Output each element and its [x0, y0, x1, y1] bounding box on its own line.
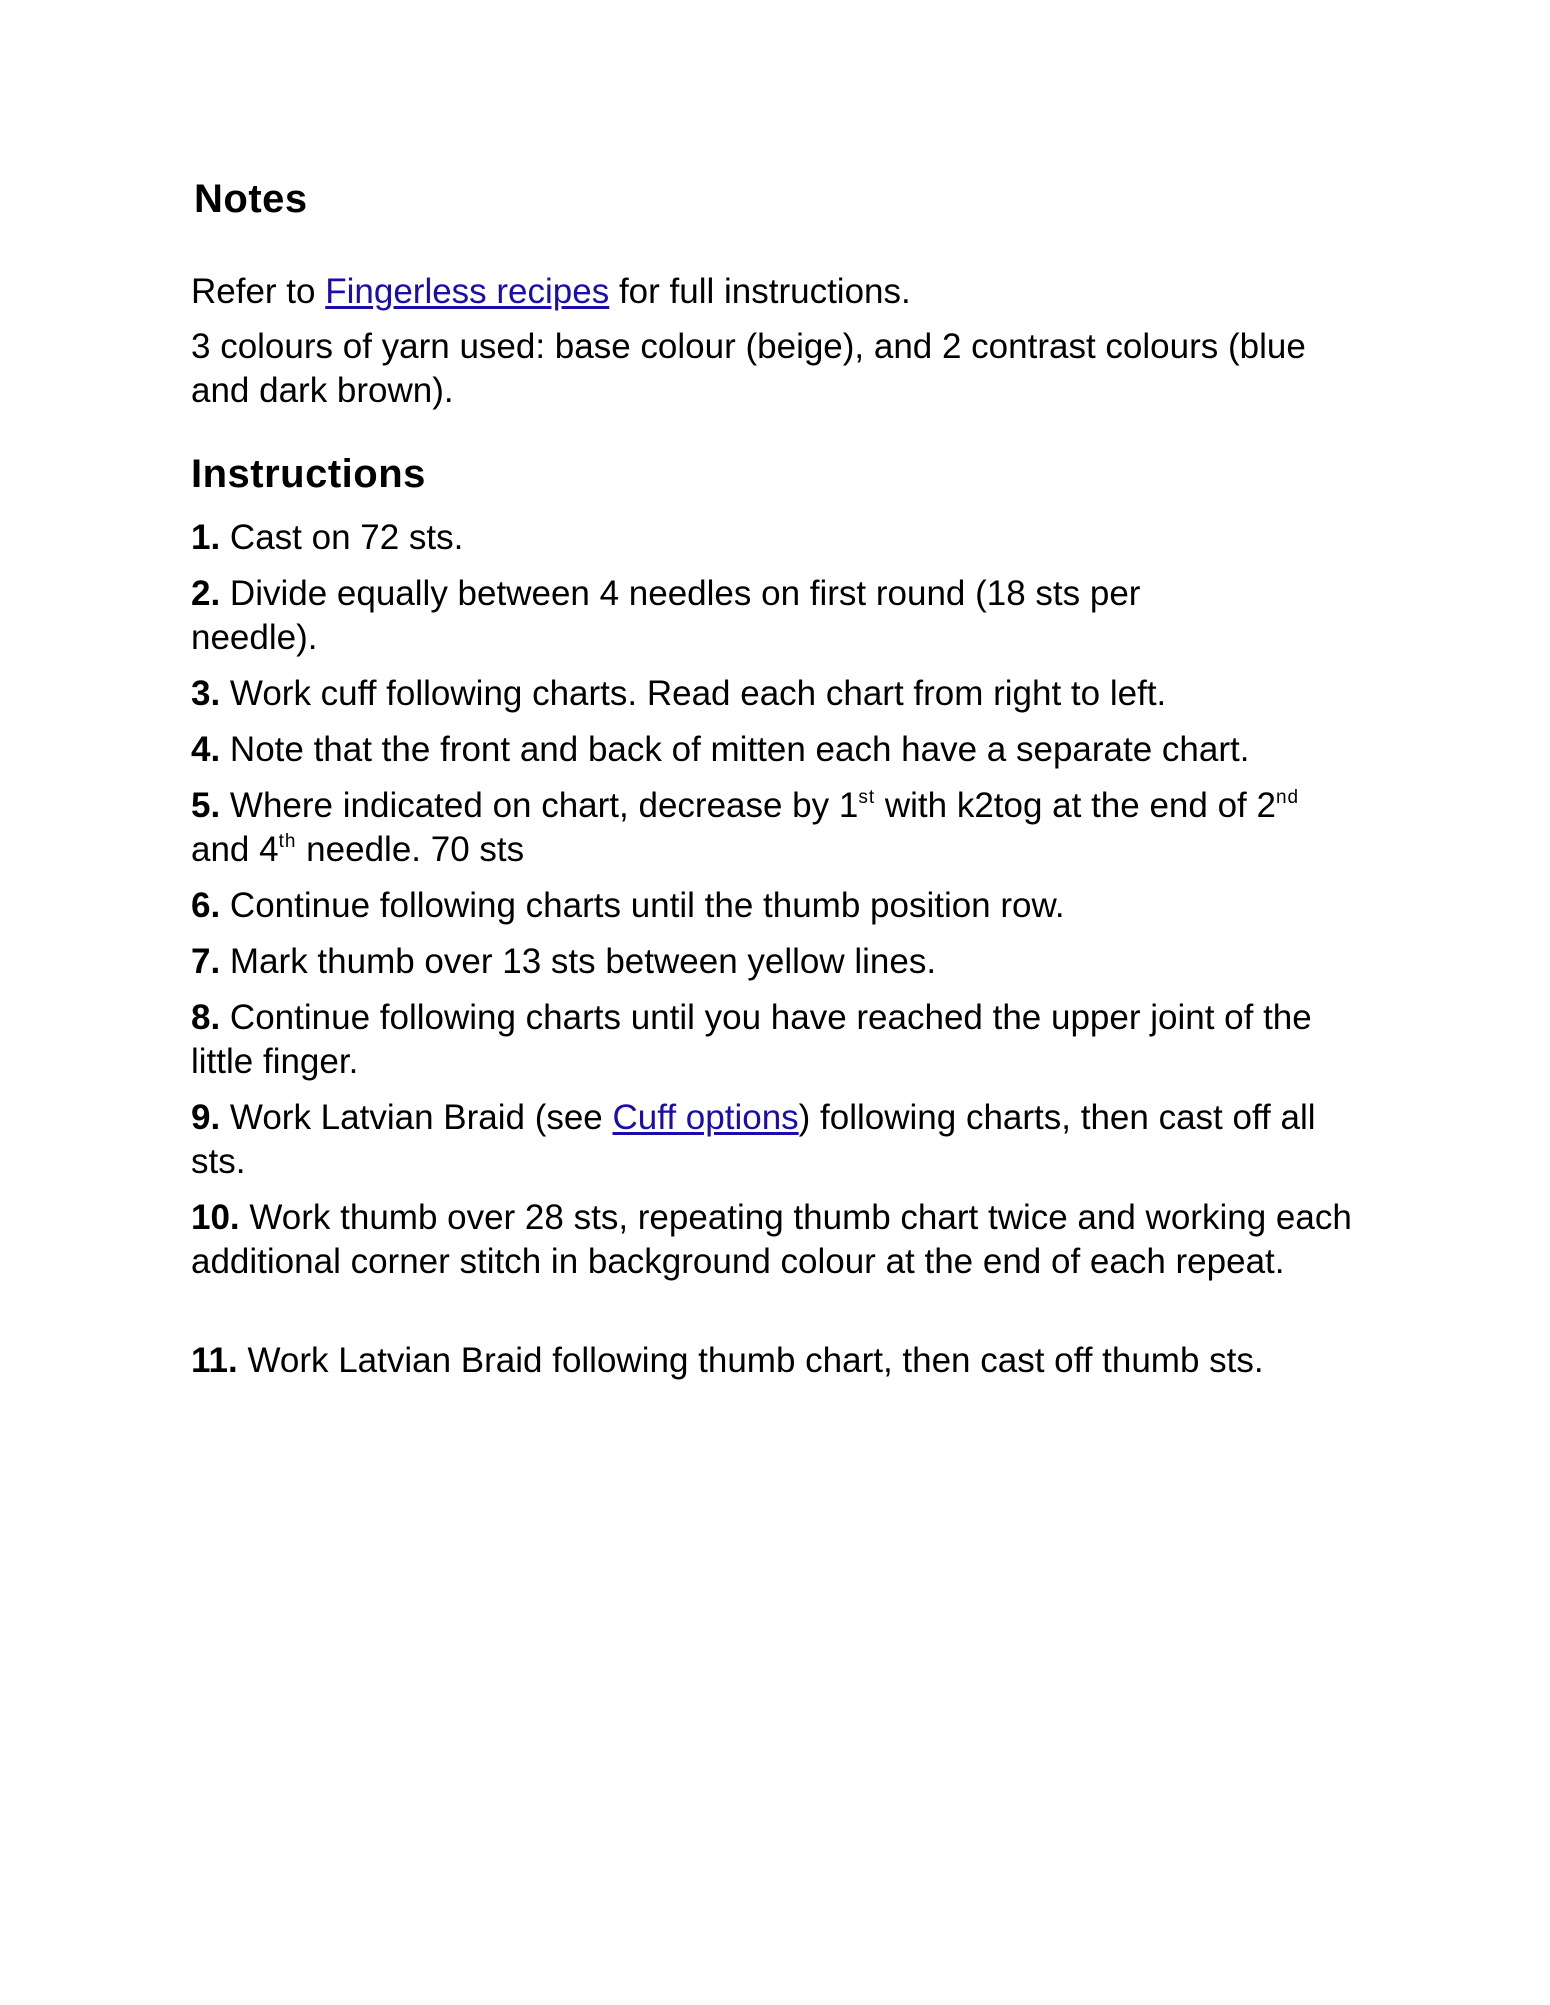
refer-prefix: Refer to	[191, 272, 326, 311]
step-text: and 4	[191, 830, 279, 869]
superscript: th	[278, 831, 297, 852]
step-number: 5.	[191, 786, 221, 825]
step-text: Continue following charts until you have reached the upper joint of the little finger.	[191, 998, 1312, 1081]
step-text: Work Latvian Braid (see	[220, 1098, 613, 1137]
cuff-options-link[interactable]: Cuff options	[612, 1098, 799, 1137]
step-text: Where indicated on chart, decrease by 1	[220, 786, 859, 825]
step-text: needle. 70 sts	[296, 830, 525, 869]
step-text: Cast on 72 sts.	[220, 518, 464, 557]
fingerless-recipes-link[interactable]: Fingerless recipes	[325, 272, 610, 311]
superscript: nd	[1275, 787, 1300, 808]
step-3	[191, 672, 1361, 716]
step-2	[191, 572, 1251, 660]
step-text: Work Latvian Braid following thumb chart, then cast off thumb sts.	[237, 1341, 1264, 1380]
step-number: 4.	[191, 730, 221, 769]
step-text: Note that the front and back of mitten each have a separate chart.	[220, 730, 1250, 769]
step-7	[191, 940, 1361, 984]
step-number: 9.	[191, 1098, 221, 1137]
notes-heading: Notes	[194, 177, 308, 221]
step-text: Continue following charts until the thumb position row.	[220, 886, 1065, 925]
step-number: 1.	[191, 518, 221, 557]
step-text: Work cuff following charts. Read each chart from right to left.	[220, 674, 1167, 713]
superscript: st	[858, 787, 876, 808]
step-number: 7.	[191, 942, 221, 981]
step-8	[191, 996, 1341, 1084]
step-6	[191, 884, 1361, 928]
step-number: 11.	[191, 1341, 238, 1380]
instructions-heading: Instructions	[191, 452, 426, 496]
step-number: 2.	[191, 574, 221, 613]
step-5	[191, 784, 1341, 872]
step-text: with k2tog at the end of 2	[875, 786, 1276, 825]
step-4	[191, 728, 1361, 772]
step-11	[191, 1339, 1361, 1383]
step-text: Mark thumb over 13 sts between yellow lines.	[220, 942, 937, 981]
refer-suffix: for full instructions.	[609, 272, 911, 311]
step-text: Work thumb over 28 sts, repeating thumb chart twice and working each additional corner stitch in background colour at the end of each repeat.	[191, 1198, 1352, 1281]
step-number: 3.	[191, 674, 221, 713]
step-text: ) following charts, then cast off all sts.	[191, 1098, 1316, 1181]
refer-paragraph	[191, 270, 1361, 314]
step-text: Divide equally between 4 needles on first round (18 sts per needle).	[191, 574, 1141, 657]
step-1	[191, 516, 1361, 560]
colours-paragraph: 3 colours of yarn used: base colour (beige), and 2 contrast colours (blue and dark brown).	[191, 327, 1306, 410]
step-10	[191, 1196, 1361, 1284]
step-9	[191, 1096, 1331, 1184]
step-number: 10.	[191, 1198, 240, 1237]
step-number: 8.	[191, 998, 221, 1037]
step-number: 6.	[191, 886, 221, 925]
